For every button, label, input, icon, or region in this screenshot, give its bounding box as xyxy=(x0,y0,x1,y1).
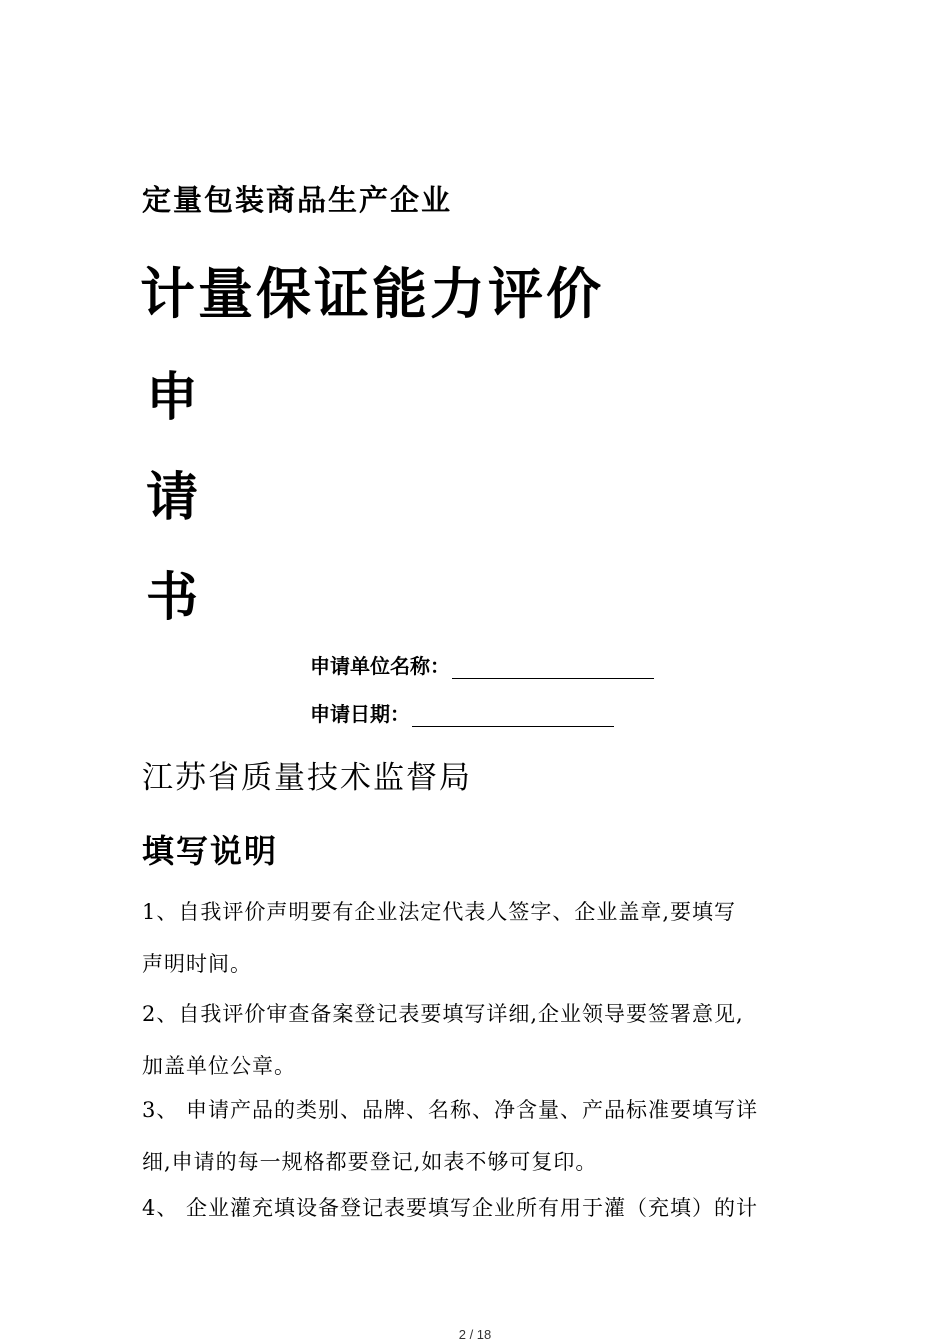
instruction-item-1 xyxy=(142,886,814,990)
applicant-name-field xyxy=(310,650,654,679)
instruction-line: 4、 企业灌充填设备登记表要填写企业所有用于灌（充填）的计 xyxy=(142,1196,759,1220)
page-number: 2 / 18 xyxy=(458,1327,492,1342)
instruction-item-3 xyxy=(142,1084,814,1188)
instruction-line: 加盖单位公章。 xyxy=(142,1054,296,1078)
application-date-field xyxy=(310,698,614,727)
instruction-line: 1、自我评价声明要有企业法定代表人签字、企业盖章,要填写 xyxy=(142,900,737,924)
document-subtitle: 定量包装商品生产企业 xyxy=(142,183,453,217)
instruction-item-4 xyxy=(142,1182,814,1234)
instruction-line: 2、自我评价审查备案登记表要填写详细,企业领导要签署意见, xyxy=(142,1002,744,1026)
issuing-authority: 江苏省质量技术监督局 xyxy=(142,760,472,796)
title-char-shen: 申 xyxy=(146,367,199,428)
instruction-item-2 xyxy=(142,988,814,1092)
application-date-blank[interactable] xyxy=(412,702,614,727)
instruction-line: 声明时间。 xyxy=(142,952,252,976)
instruction-line: 3、 申请产品的类别、品牌、名称、净含量、产品标准要填写详 xyxy=(142,1098,759,1122)
applicant-name-label: 申请单位名称： xyxy=(310,654,450,678)
section-heading: 填写说明 xyxy=(142,832,279,870)
instruction-line: 细,申请的每一规格都要登记,如表不够可复印。 xyxy=(142,1150,598,1174)
application-date-label: 申请日期： xyxy=(310,702,410,726)
title-char-shu: 书 xyxy=(146,567,199,628)
document-title: 计量保证能力评价 xyxy=(140,261,605,326)
applicant-name-blank[interactable] xyxy=(452,654,654,679)
title-char-qing: 请 xyxy=(146,467,199,528)
